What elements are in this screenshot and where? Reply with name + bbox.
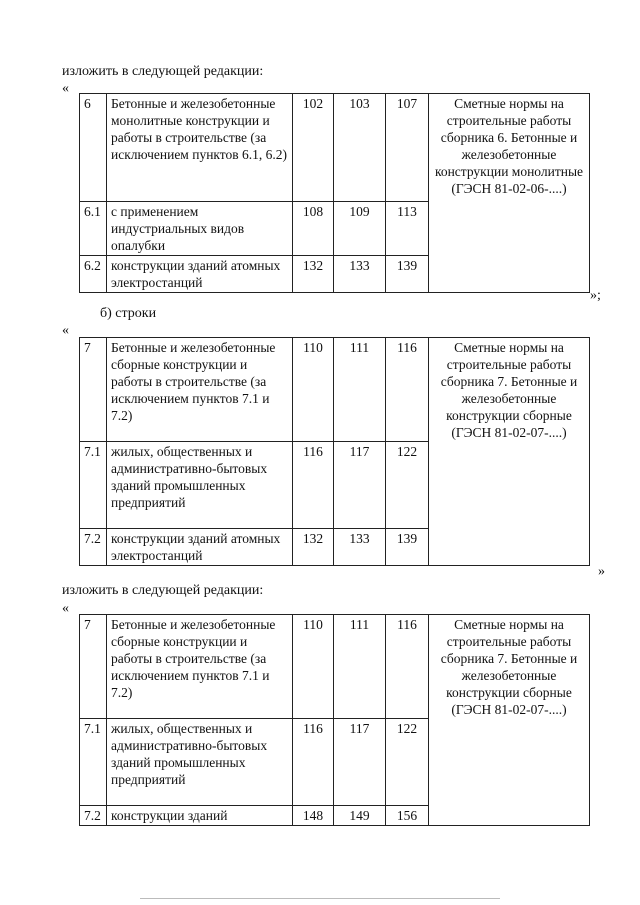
row-number: 7.1	[80, 719, 107, 806]
value-cell: 117	[334, 442, 386, 529]
value-cell: 110	[293, 615, 334, 719]
row-number: 7.1	[80, 442, 107, 529]
quote-close: »	[598, 564, 605, 579]
value-cell: 103	[334, 94, 386, 202]
section-heading: б) строки	[100, 306, 157, 321]
norms-table-7	[79, 337, 590, 566]
value-cell: 132	[293, 256, 334, 293]
row-name: жилых, общественных и административно-бытовых зданий промышленных предприятий	[107, 719, 293, 806]
table-row	[80, 615, 590, 719]
value-cell: 110	[293, 338, 334, 442]
value-cell: 156	[386, 806, 429, 826]
table-row	[80, 94, 590, 202]
value-cell: 149	[334, 806, 386, 826]
value-cell: 102	[293, 94, 334, 202]
value-cell: 111	[334, 338, 386, 442]
value-cell: 132	[293, 529, 334, 566]
page-bottom-rule	[140, 898, 500, 899]
value-cell: 133	[334, 256, 386, 293]
value-cell: 108	[293, 202, 334, 256]
value-cell: 133	[334, 529, 386, 566]
value-cell: 111	[334, 615, 386, 719]
row-name: Бетонные и железобетонные сборные конструкции и работы в строительстве (за исключением пунктов 7.1 и 7.2)	[107, 615, 293, 719]
intro-text: изложить в следующей редакции:	[62, 583, 264, 598]
row-name: жилых, общественных и административно-бытовых зданий промышленных предприятий	[107, 442, 293, 529]
norms-reference-note: Сметные нормы на строительные работы сборника 7. Бетонные и железобетонные конструкции сборные (ГЭСН 81-02-07-....)	[429, 615, 590, 826]
value-cell: 109	[334, 202, 386, 256]
row-name: с применением индустриальных видов опалубки	[107, 202, 293, 256]
row-number: 6.1	[80, 202, 107, 256]
norms-table-7-new	[79, 614, 590, 826]
row-number: 7	[80, 338, 107, 442]
value-cell: 139	[386, 529, 429, 566]
table-row	[80, 338, 590, 442]
intro-text: изложить в следующей редакции:	[62, 64, 264, 79]
value-cell: 107	[386, 94, 429, 202]
row-number: 6.2	[80, 256, 107, 293]
value-cell: 116	[386, 338, 429, 442]
row-name: конструкции зданий атомных электростанций	[107, 256, 293, 293]
quote-open: «	[62, 81, 69, 96]
value-cell: 116	[386, 615, 429, 719]
row-number: 6	[80, 94, 107, 202]
value-cell: 116	[293, 719, 334, 806]
row-name: Бетонные и железобетонные сборные конструкции и работы в строительстве (за исключением пунктов 7.1 и 7.2)	[107, 338, 293, 442]
norms-table-6	[79, 93, 590, 293]
row-number: 7	[80, 615, 107, 719]
quote-close: »;	[590, 288, 601, 303]
quote-open: «	[62, 323, 69, 338]
value-cell: 122	[386, 442, 429, 529]
value-cell: 139	[386, 256, 429, 293]
row-name: Бетонные и железобетонные монолитные конструкции и работы в строительстве (за исключением пунктов 6.1, 6.2)	[107, 94, 293, 202]
row-name: конструкции зданий	[107, 806, 293, 826]
value-cell: 113	[386, 202, 429, 256]
value-cell: 122	[386, 719, 429, 806]
norms-reference-note: Сметные нормы на строительные работы сборника 6. Бетонные и железобетонные конструкции монолитные (ГЭСН 81-02-06-....)	[429, 94, 590, 293]
value-cell: 148	[293, 806, 334, 826]
value-cell: 116	[293, 442, 334, 529]
quote-open: «	[62, 601, 69, 616]
norms-reference-note: Сметные нормы на строительные работы сборника 7. Бетонные и железобетонные конструкции сборные (ГЭСН 81-02-07-....)	[429, 338, 590, 566]
row-number: 7.2	[80, 529, 107, 566]
row-name: конструкции зданий атомных электростанций	[107, 529, 293, 566]
value-cell: 117	[334, 719, 386, 806]
row-number: 7.2	[80, 806, 107, 826]
